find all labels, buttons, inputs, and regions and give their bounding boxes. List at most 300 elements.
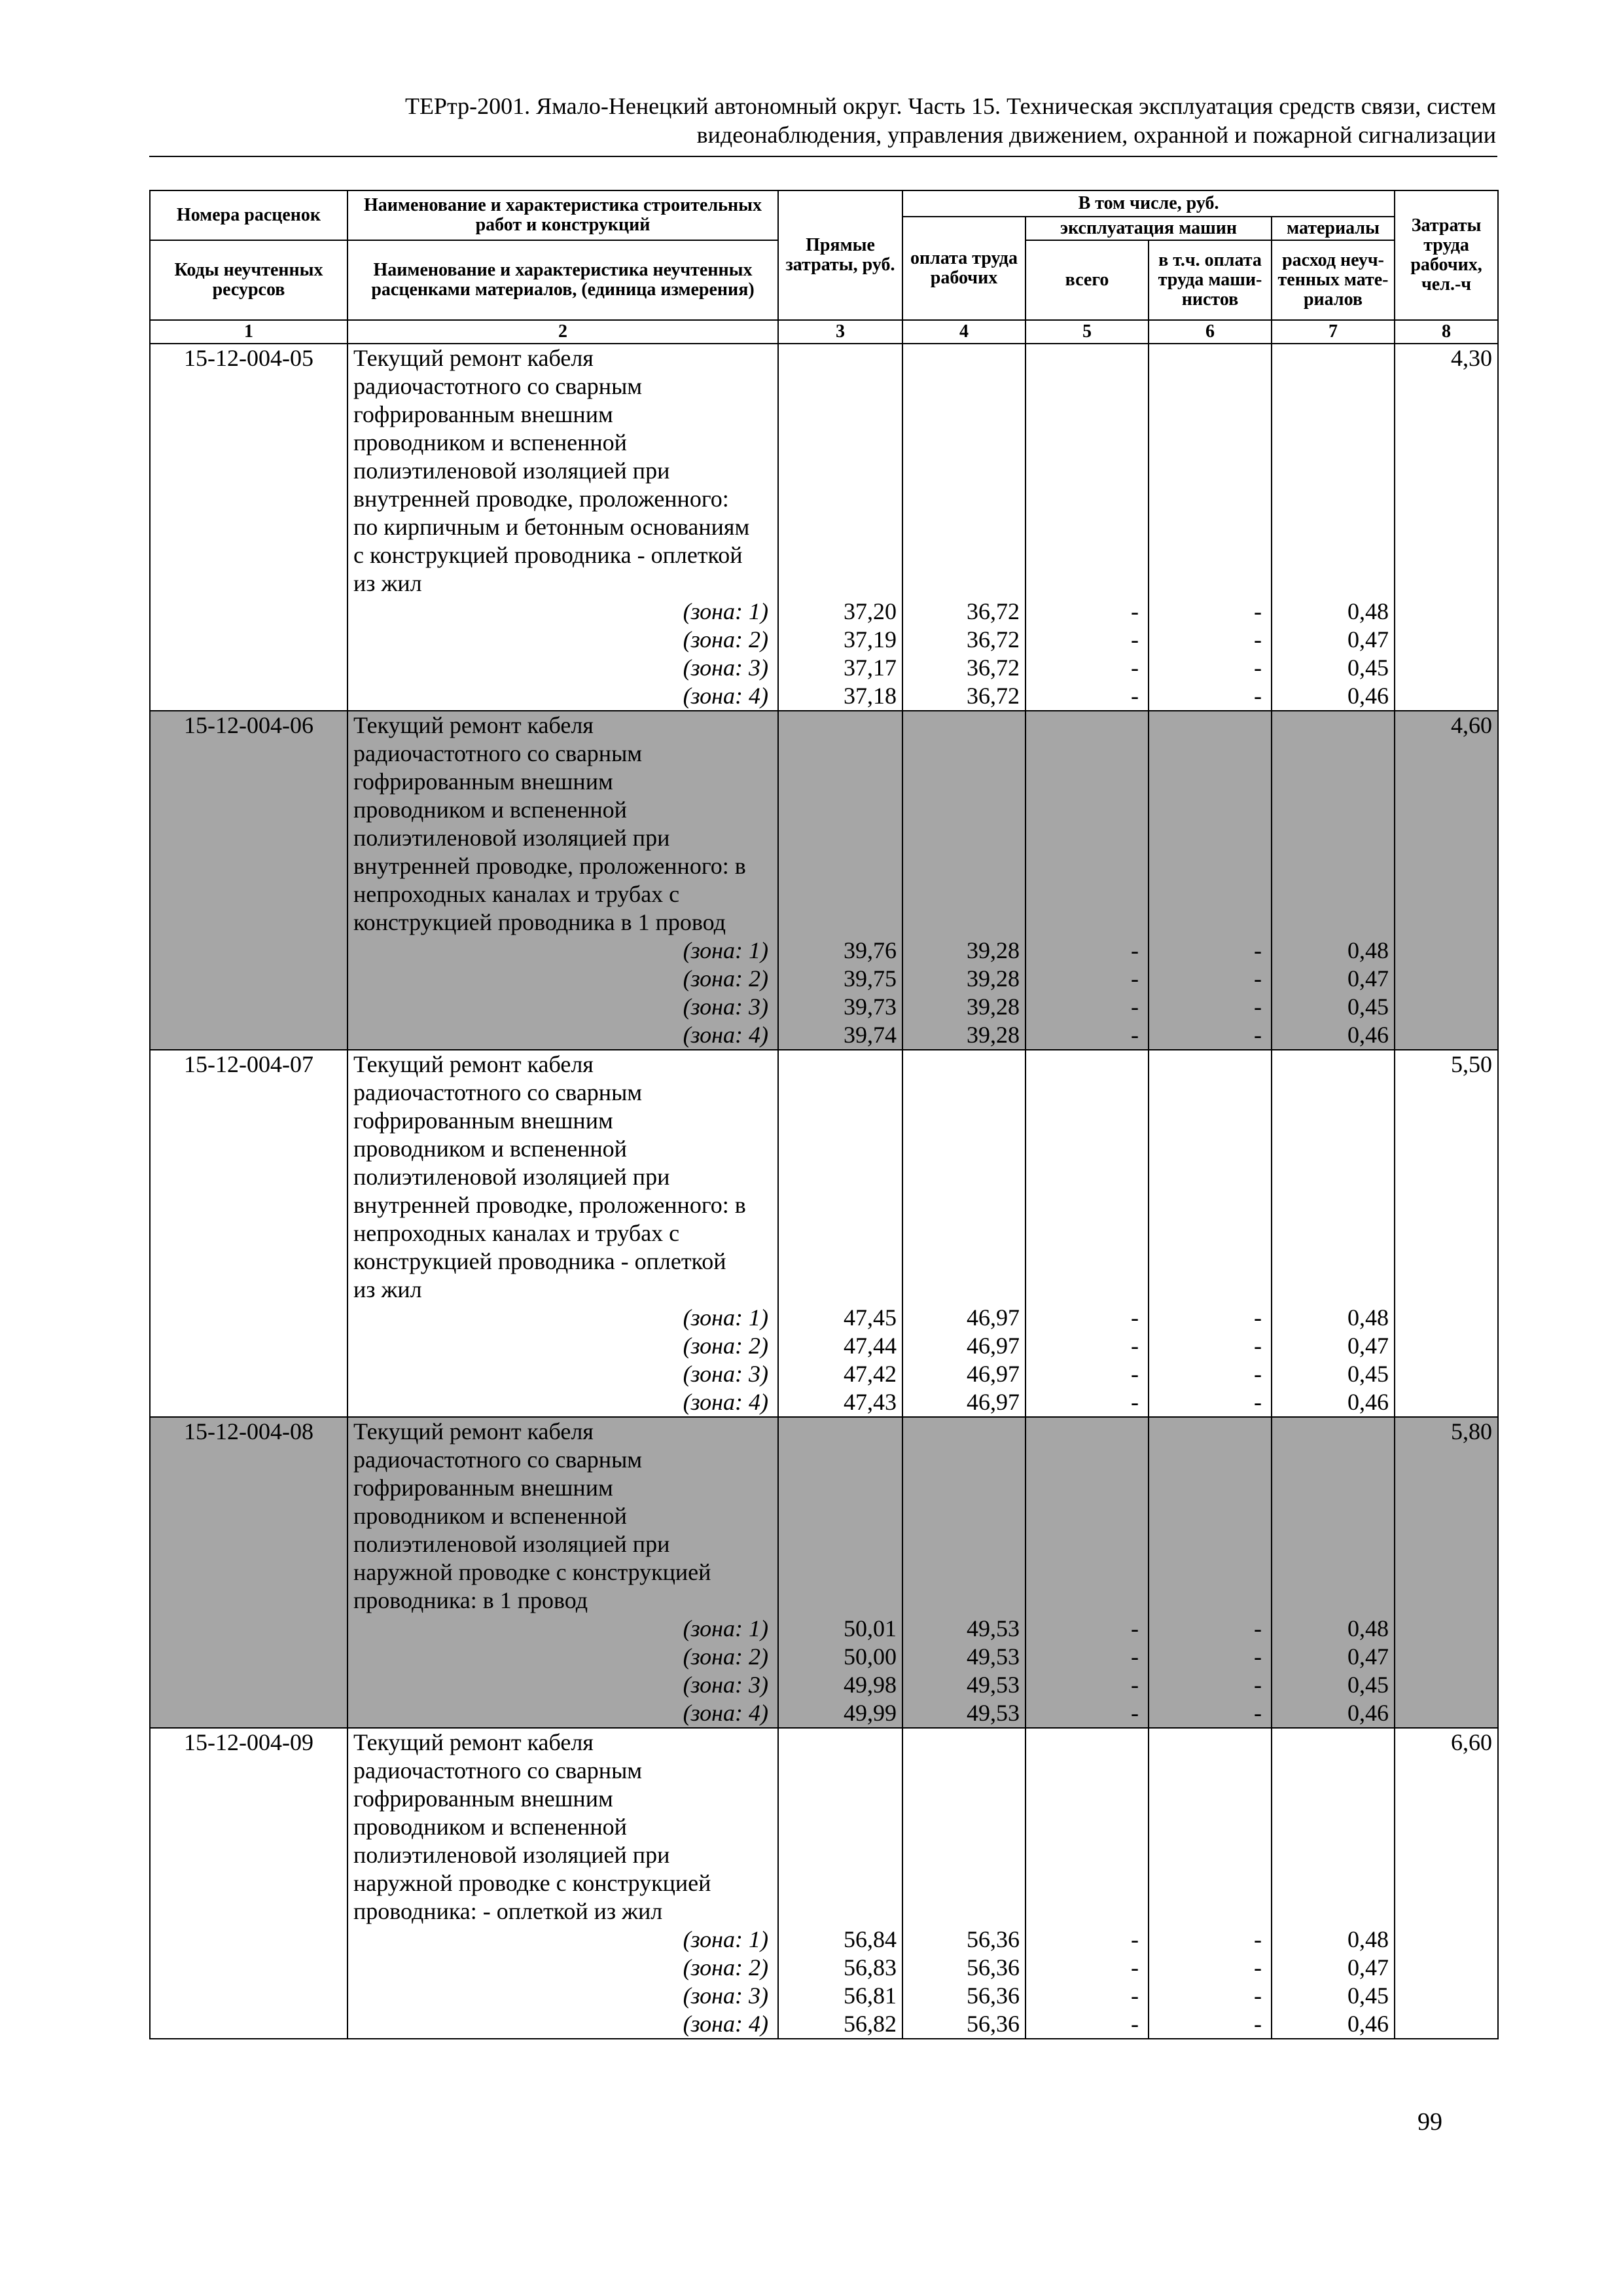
- blank-line: [1149, 1418, 1262, 1446]
- blank-line: [903, 429, 1020, 457]
- worker-wages: 39,28: [967, 994, 1020, 1020]
- blank-line: [1272, 429, 1389, 457]
- blank-line: [779, 1079, 897, 1107]
- rate-code-cell: [150, 1050, 348, 1417]
- blank-line: [903, 1418, 1020, 1446]
- blank-line: [1272, 513, 1389, 541]
- operator-wages-cell: [1149, 1050, 1272, 1417]
- blank-line: [1272, 485, 1389, 513]
- labor-cost-cell: [1395, 1050, 1498, 1417]
- blank-line: [1272, 1247, 1389, 1276]
- blank-line: [1272, 796, 1389, 824]
- material-use: 0,45: [1347, 1672, 1389, 1698]
- blank-line: [779, 1446, 897, 1474]
- blank-line: [779, 569, 897, 598]
- blank-line: [1149, 1757, 1262, 1785]
- blank-line: [1272, 1163, 1389, 1191]
- blank-line: [903, 541, 1020, 569]
- blank-line: [779, 1247, 897, 1276]
- blank-line: [903, 1502, 1020, 1530]
- zone-label: (зона: 4): [683, 2011, 768, 2037]
- blank-line: [1149, 711, 1262, 740]
- description-line: внутренней проводке, проложенного: в: [353, 853, 746, 879]
- blank-line: [1149, 1474, 1262, 1502]
- blank-line: [1272, 1219, 1389, 1247]
- machines-total: -: [1131, 1954, 1139, 1981]
- blank-line: [1149, 880, 1262, 908]
- material-use: 0,46: [1347, 2011, 1389, 2037]
- worker-wages: 49,53: [967, 1672, 1020, 1698]
- direct-cost-cell: [778, 344, 902, 711]
- direct-cost: 50,01: [844, 1615, 897, 1641]
- description-line: Текущий ремонт кабеля: [353, 345, 594, 371]
- blank-line: [779, 344, 897, 372]
- direct-cost: 47,45: [844, 1304, 897, 1331]
- operator-wages: -: [1254, 626, 1262, 653]
- column-number: 3: [778, 320, 902, 344]
- description-line: полиэтиленовой изоляцией при: [353, 1842, 670, 1868]
- direct-cost: 47,44: [844, 1333, 897, 1359]
- blank-line: [1026, 1446, 1139, 1474]
- blank-line: [779, 1785, 897, 1813]
- col-header-rate-numbers: Номера расценок: [150, 190, 348, 240]
- blank-line: [779, 429, 897, 457]
- description-line: полиэтиленовой изоляцией при: [353, 825, 670, 851]
- blank-line: [903, 1757, 1020, 1785]
- work-description-cell: [348, 1417, 778, 1728]
- blank-line: [779, 1813, 897, 1841]
- machines-total: -: [1131, 1615, 1139, 1641]
- blank-line: [1149, 344, 1262, 372]
- blank-line: [1026, 1418, 1139, 1446]
- blank-line: [1149, 1530, 1262, 1558]
- blank-line: [1149, 1135, 1262, 1163]
- labor-cost: 5,80: [1451, 1418, 1493, 1444]
- description-line: внутренней проводке, проложенного: в: [353, 1192, 746, 1218]
- direct-cost: 37,20: [844, 598, 897, 624]
- zone-label: (зона: 3): [683, 994, 768, 1020]
- worker-wages-cell: [902, 1050, 1026, 1417]
- description-line: полиэтиленовой изоляцией при: [353, 1531, 670, 1557]
- description-line: проводником и вспененной: [353, 1814, 627, 1840]
- operator-wages-cell: [1149, 711, 1272, 1050]
- description-line: радиочастотного со сварным: [353, 740, 643, 766]
- blank-line: [1272, 880, 1389, 908]
- labor-cost: 5,50: [1451, 1051, 1493, 1077]
- zone-label: (зона: 4): [683, 1389, 768, 1415]
- material-use: 0,46: [1347, 1389, 1389, 1415]
- rate-code-cell: [150, 1417, 348, 1728]
- worker-wages-cell: [902, 1728, 1026, 2039]
- material-use: 0,46: [1347, 683, 1389, 709]
- machines-total: -: [1131, 1672, 1139, 1698]
- zone-label: (зона: 2): [683, 1643, 768, 1670]
- zone-label: (зона: 3): [683, 1982, 768, 2009]
- machines-total-cell: [1026, 1050, 1149, 1417]
- material-use: 0,48: [1347, 937, 1389, 963]
- blank-line: [779, 1587, 897, 1615]
- zone-label: (зона: 3): [683, 1672, 768, 1698]
- material-use: 0,45: [1347, 1982, 1389, 2009]
- blank-line: [1149, 401, 1262, 429]
- blank-line: [903, 1841, 1020, 1869]
- description-line: внутренней проводке, проложенного:: [353, 486, 729, 512]
- blank-line: [1026, 852, 1139, 880]
- blank-line: [1026, 1785, 1139, 1813]
- blank-line: [903, 457, 1020, 485]
- worker-wages: 49,53: [967, 1643, 1020, 1670]
- machines-total: -: [1131, 1982, 1139, 2009]
- worker-wages: 36,72: [967, 626, 1020, 653]
- blank-line: [779, 852, 897, 880]
- zone-label: (зона: 1): [683, 598, 768, 624]
- direct-cost: 49,98: [844, 1672, 897, 1698]
- blank-line: [1026, 1191, 1139, 1219]
- blank-line: [903, 372, 1020, 401]
- zone-label: (зона: 1): [683, 937, 768, 963]
- worker-wages: 36,72: [967, 598, 1020, 624]
- blank-line: [1026, 1502, 1139, 1530]
- worker-wages: 49,53: [967, 1615, 1020, 1641]
- blank-line: [1149, 485, 1262, 513]
- blank-line: [903, 852, 1020, 880]
- blank-line: [1272, 852, 1389, 880]
- blank-line: [779, 1757, 897, 1785]
- rate-code-cell: [150, 1728, 348, 2039]
- zone-label: (зона: 2): [683, 965, 768, 992]
- blank-line: [1149, 1587, 1262, 1615]
- blank-line: [903, 1135, 1020, 1163]
- column-number: 4: [902, 320, 1026, 344]
- description-line: Текущий ремонт кабеля: [353, 1729, 594, 1755]
- material-use: 0,47: [1347, 1643, 1389, 1670]
- operator-wages: -: [1254, 1700, 1262, 1726]
- blank-line: [903, 1474, 1020, 1502]
- blank-line: [1026, 1869, 1139, 1897]
- col-header-machines-total: всего: [1026, 240, 1149, 320]
- blank-line: [779, 1418, 897, 1446]
- blank-line: [903, 1530, 1020, 1558]
- blank-line: [779, 1474, 897, 1502]
- direct-cost-cell: [778, 711, 902, 1050]
- material-use: 0,48: [1347, 1304, 1389, 1331]
- description-line: радиочастотного со сварным: [353, 1757, 643, 1784]
- blank-line: [1149, 768, 1262, 796]
- blank-line: [1272, 768, 1389, 796]
- description-line: гофрированным внешним: [353, 1475, 613, 1501]
- blank-line: [1272, 908, 1389, 937]
- description-line: Текущий ремонт кабеля: [353, 712, 594, 738]
- worker-wages: 46,97: [967, 1333, 1020, 1359]
- blank-line: [779, 1841, 897, 1869]
- description-line: проводника: в 1 провод: [353, 1587, 588, 1613]
- blank-line: [1026, 1050, 1139, 1079]
- blank-line: [903, 401, 1020, 429]
- description-line: с конструкцией проводника - оплеткой: [353, 542, 743, 568]
- worker-wages: 46,97: [967, 1304, 1020, 1331]
- blank-line: [1272, 1474, 1389, 1502]
- blank-line: [1272, 1446, 1389, 1474]
- blank-line: [1149, 1247, 1262, 1276]
- blank-line: [1026, 401, 1139, 429]
- blank-line: [1026, 372, 1139, 401]
- blank-line: [1272, 457, 1389, 485]
- material-use: 0,46: [1347, 1700, 1389, 1726]
- blank-line: [779, 513, 897, 541]
- description-line: наружной проводке с конструкцией: [353, 1559, 711, 1585]
- direct-cost: 37,19: [844, 626, 897, 653]
- blank-line: [1149, 1191, 1262, 1219]
- column-number: 2: [348, 320, 778, 344]
- machines-total-cell: [1026, 711, 1149, 1050]
- column-number: 8: [1395, 320, 1498, 344]
- blank-line: [1026, 740, 1139, 768]
- blank-line: [903, 1446, 1020, 1474]
- blank-line: [1272, 1587, 1389, 1615]
- labor-cost-cell: [1395, 711, 1498, 1050]
- col-header-operator-wages: в т.ч. оплата труда маши- нистов: [1149, 240, 1272, 320]
- blank-line: [1272, 401, 1389, 429]
- zone-label: (зона: 3): [683, 655, 768, 681]
- description-line: полиэтиленовой изоляцией при: [353, 1164, 670, 1190]
- direct-cost: 50,00: [844, 1643, 897, 1670]
- blank-line: [903, 569, 1020, 598]
- direct-cost-cell: [778, 1728, 902, 2039]
- rates-table: [149, 190, 1499, 2039]
- col-header-worker-wages: оплата труда рабочих: [902, 217, 1026, 320]
- description-line: проводником и вспененной: [353, 429, 627, 456]
- material-use: 0,48: [1347, 1926, 1389, 1952]
- machines-total: -: [1131, 655, 1139, 681]
- blank-line: [1272, 1813, 1389, 1841]
- blank-line: [1149, 1869, 1262, 1897]
- worker-wages: 46,97: [967, 1389, 1020, 1415]
- col-header-labor-costs: Затраты труда рабочих, чел.-ч: [1395, 190, 1498, 320]
- machines-total: -: [1131, 1022, 1139, 1048]
- direct-cost: 47,43: [844, 1389, 897, 1415]
- blank-line: [1149, 1813, 1262, 1841]
- operator-wages: -: [1254, 1361, 1262, 1387]
- zone-label: (зона: 1): [683, 1304, 768, 1331]
- machines-total: -: [1131, 1700, 1139, 1726]
- blank-line: [1149, 852, 1262, 880]
- blank-line: [1026, 513, 1139, 541]
- blank-line: [1149, 1079, 1262, 1107]
- machines-total: -: [1131, 683, 1139, 709]
- rate-code-cell: [150, 344, 348, 711]
- rate-code: 15-12-004-07: [184, 1051, 313, 1077]
- description-line: гофрированным внешним: [353, 1107, 613, 1134]
- description-line: гофрированным внешним: [353, 401, 613, 427]
- blank-line: [903, 1813, 1020, 1841]
- work-description-cell: [348, 711, 778, 1050]
- worker-wages: 56,36: [967, 1926, 1020, 1952]
- worker-wages-cell: [902, 344, 1026, 711]
- blank-line: [903, 513, 1020, 541]
- blank-line: [903, 1079, 1020, 1107]
- blank-line: [903, 1163, 1020, 1191]
- direct-cost: 37,18: [844, 683, 897, 709]
- labor-cost: 6,60: [1451, 1729, 1493, 1755]
- blank-line: [1026, 1079, 1139, 1107]
- worker-wages: 39,28: [967, 937, 1020, 963]
- machines-total: -: [1131, 1389, 1139, 1415]
- description-line: гофрированным внешним: [353, 768, 613, 795]
- blank-line: [903, 1050, 1020, 1079]
- operator-wages-cell: [1149, 344, 1272, 711]
- description-line: радиочастотного со сварным: [353, 1079, 643, 1105]
- blank-line: [1272, 569, 1389, 598]
- blank-line: [903, 1191, 1020, 1219]
- zone-label: (зона: 2): [683, 1333, 768, 1359]
- blank-line: [1149, 1107, 1262, 1135]
- blank-line: [903, 1587, 1020, 1615]
- operator-wages-cell: [1149, 1728, 1272, 2039]
- blank-line: [903, 824, 1020, 852]
- blank-line: [1026, 457, 1139, 485]
- blank-line: [1149, 796, 1262, 824]
- blank-line: [903, 1897, 1020, 1926]
- operator-wages: -: [1254, 1926, 1262, 1952]
- col-header-material-names: Наименование и характеристика неучтенных расценками материалов, (единица измерения): [348, 240, 778, 320]
- direct-cost: 56,81: [844, 1982, 897, 2009]
- worker-wages: 39,28: [967, 1022, 1020, 1048]
- blank-line: [1149, 513, 1262, 541]
- blank-line: [779, 1135, 897, 1163]
- worker-wages-cell: [902, 711, 1026, 1050]
- material-use: 0,45: [1347, 1361, 1389, 1387]
- blank-line: [1149, 1729, 1262, 1757]
- operator-wages: -: [1254, 1333, 1262, 1359]
- machines-total: -: [1131, 994, 1139, 1020]
- machines-total: -: [1131, 965, 1139, 992]
- rate-record-row: [150, 1728, 1498, 2039]
- blank-line: [903, 1558, 1020, 1587]
- blank-line: [1026, 485, 1139, 513]
- material-use: 0,48: [1347, 1615, 1389, 1641]
- blank-line: [1272, 344, 1389, 372]
- zone-label: (зона: 4): [683, 683, 768, 709]
- blank-line: [1149, 824, 1262, 852]
- worker-wages: 56,36: [967, 2011, 1020, 2037]
- blank-line: [1149, 372, 1262, 401]
- blank-line: [1149, 1050, 1262, 1079]
- blank-line: [779, 1276, 897, 1304]
- operator-wages: -: [1254, 1954, 1262, 1981]
- blank-line: [1272, 1558, 1389, 1587]
- description-line: радиочастотного со сварным: [353, 1446, 643, 1473]
- description-line: непроходных каналах и трубах с: [353, 1220, 680, 1246]
- blank-line: [1272, 1502, 1389, 1530]
- blank-line: [903, 1107, 1020, 1135]
- operator-wages: -: [1254, 2011, 1262, 2037]
- blank-line: [1149, 1276, 1262, 1304]
- description-line: проводника: - оплеткой из жил: [353, 1898, 663, 1924]
- direct-cost: 39,76: [844, 937, 897, 963]
- worker-wages: 46,97: [967, 1361, 1020, 1387]
- material-use: 0,45: [1347, 655, 1389, 681]
- blank-line: [1026, 1247, 1139, 1276]
- direct-cost: 37,17: [844, 655, 897, 681]
- description-line: из жил: [353, 1276, 422, 1302]
- blank-line: [1026, 1587, 1139, 1615]
- column-number: 1: [150, 320, 348, 344]
- blank-line: [779, 1502, 897, 1530]
- rate-code-cell: [150, 711, 348, 1050]
- material-use: 0,47: [1347, 965, 1389, 992]
- blank-line: [1026, 1558, 1139, 1587]
- blank-line: [1149, 1558, 1262, 1587]
- description-line: проводником и вспененной: [353, 1503, 627, 1529]
- column-number: 5: [1026, 320, 1149, 344]
- material-use: 0,45: [1347, 994, 1389, 1020]
- blank-line: [903, 1219, 1020, 1247]
- labor-cost-cell: [1395, 1728, 1498, 2039]
- blank-line: [1272, 1897, 1389, 1926]
- direct-cost-cell: [778, 1050, 902, 1417]
- zone-label: (зона: 3): [683, 1361, 768, 1387]
- operator-wages: -: [1254, 1389, 1262, 1415]
- column-numbers-row: [150, 320, 1498, 344]
- blank-line: [1149, 908, 1262, 937]
- table-body: [150, 344, 1498, 2039]
- blank-line: [1026, 1757, 1139, 1785]
- material-use-cell: [1272, 711, 1395, 1050]
- operator-wages: -: [1254, 937, 1262, 963]
- blank-line: [1026, 569, 1139, 598]
- worker-wages: 36,72: [967, 655, 1020, 681]
- blank-line: [1272, 1757, 1389, 1785]
- blank-line: [903, 485, 1020, 513]
- blank-line: [1272, 1530, 1389, 1558]
- blank-line: [1026, 1729, 1139, 1757]
- zone-label: (зона: 4): [683, 1022, 768, 1048]
- labor-cost: 4,60: [1451, 712, 1493, 738]
- material-use-cell: [1272, 1728, 1395, 2039]
- blank-line: [1272, 1418, 1389, 1446]
- blank-line: [1026, 1276, 1139, 1304]
- blank-line: [903, 711, 1020, 740]
- work-description-cell: [348, 1728, 778, 2039]
- operator-wages: -: [1254, 683, 1262, 709]
- blank-line: [903, 768, 1020, 796]
- rate-code: 15-12-004-05: [184, 345, 313, 371]
- operator-wages-cell: [1149, 1417, 1272, 1728]
- machines-total: -: [1131, 1361, 1139, 1387]
- machines-total: -: [1131, 1643, 1139, 1670]
- blank-line: [779, 1869, 897, 1897]
- labor-cost: 4,30: [1451, 345, 1493, 371]
- blank-line: [1149, 1502, 1262, 1530]
- rate-code: 15-12-004-08: [184, 1418, 313, 1444]
- material-use: 0,47: [1347, 1333, 1389, 1359]
- blank-line: [779, 1219, 897, 1247]
- material-use-cell: [1272, 1417, 1395, 1728]
- blank-line: [903, 796, 1020, 824]
- blank-line: [1272, 1079, 1389, 1107]
- blank-line: [779, 457, 897, 485]
- work-description-cell: [348, 344, 778, 711]
- zone-label: (зона: 1): [683, 1615, 768, 1641]
- blank-line: [779, 485, 897, 513]
- blank-line: [779, 1107, 897, 1135]
- blank-line: [1026, 429, 1139, 457]
- col-header-resource-codes: Коды неучтенных ресурсов: [150, 240, 348, 320]
- blank-line: [903, 1785, 1020, 1813]
- operator-wages: -: [1254, 1304, 1262, 1331]
- blank-line: [903, 1729, 1020, 1757]
- worker-wages: 36,72: [967, 683, 1020, 709]
